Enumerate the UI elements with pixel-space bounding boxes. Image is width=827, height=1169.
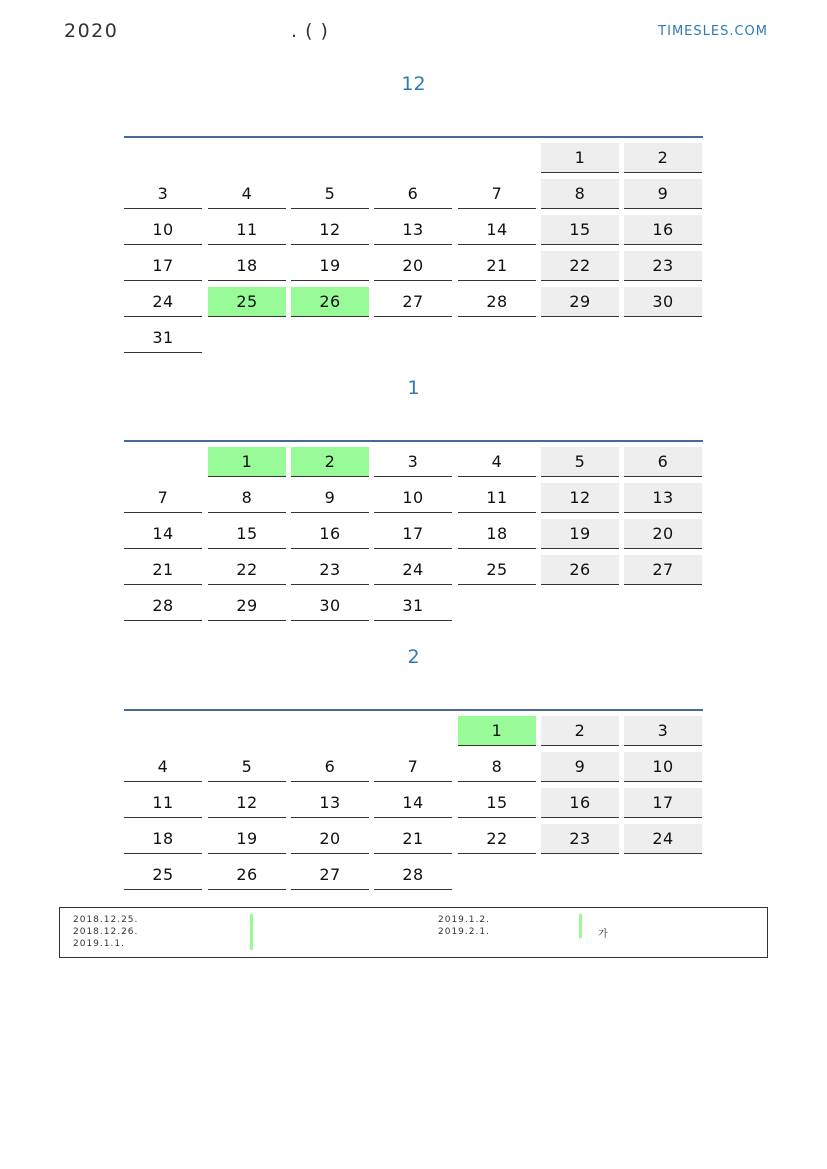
day-cell[interactable]: 5 xyxy=(208,752,286,782)
day-cell[interactable]: 8 xyxy=(208,483,286,513)
day-cell[interactable]: 10 xyxy=(624,752,702,782)
day-cell[interactable]: 2 xyxy=(624,143,702,173)
day-cell[interactable]: 11 xyxy=(208,215,286,245)
day-cell[interactable]: 22 xyxy=(541,251,619,281)
day-cell[interactable]: 17 xyxy=(124,251,202,281)
day-cell[interactable]: 23 xyxy=(291,555,369,585)
day-cell[interactable]: 23 xyxy=(541,824,619,854)
day-cell[interactable]: 4 xyxy=(208,179,286,209)
legend-holiday-marker xyxy=(579,926,582,938)
day-cell[interactable]: 11 xyxy=(124,788,202,818)
day-cell[interactable]: 31 xyxy=(374,591,452,621)
legend-date: 2019.1.1. xyxy=(73,939,125,949)
day-cell[interactable]: 9 xyxy=(291,483,369,513)
day-cell[interactable]: 18 xyxy=(208,251,286,281)
day-cell[interactable]: 7 xyxy=(458,179,536,209)
day-cell[interactable]: 28 xyxy=(124,591,202,621)
day-cell[interactable]: 22 xyxy=(458,824,536,854)
day-cell[interactable]: 31 xyxy=(124,323,202,353)
day-cell[interactable]: 19 xyxy=(291,251,369,281)
day-cell[interactable]: 9 xyxy=(541,752,619,782)
day-cell[interactable]: 25 xyxy=(208,287,286,317)
day-cell[interactable]: 16 xyxy=(541,788,619,818)
day-cell[interactable]: 1 xyxy=(208,447,286,477)
day-cell[interactable]: 24 xyxy=(624,824,702,854)
day-cell[interactable]: 3 xyxy=(624,716,702,746)
day-cell[interactable]: 24 xyxy=(124,287,202,317)
day-cell[interactable]: 25 xyxy=(458,555,536,585)
day-cell[interactable]: 26 xyxy=(541,555,619,585)
day-cell[interactable]: 25 xyxy=(124,860,202,890)
month-divider xyxy=(124,709,703,711)
day-cell[interactable]: 5 xyxy=(541,447,619,477)
day-cell[interactable]: 21 xyxy=(458,251,536,281)
legend-holiday-marker xyxy=(250,914,253,926)
day-cell[interactable]: 15 xyxy=(541,215,619,245)
legend-date: 2019.1.2. xyxy=(438,915,490,925)
day-cell[interactable]: 20 xyxy=(291,824,369,854)
page-title: 2020 xyxy=(64,20,119,42)
day-cell[interactable]: 6 xyxy=(624,447,702,477)
day-cell[interactable]: 3 xyxy=(374,447,452,477)
month-january xyxy=(124,376,703,615)
legend-holiday-marker xyxy=(250,926,253,938)
day-cell[interactable]: 15 xyxy=(208,519,286,549)
day-cell[interactable]: 20 xyxy=(624,519,702,549)
day-cell[interactable]: 26 xyxy=(208,860,286,890)
day-cell[interactable]: 26 xyxy=(291,287,369,317)
month-december xyxy=(124,72,703,347)
day-cell[interactable]: 1 xyxy=(458,716,536,746)
legend-holiday-marker xyxy=(579,914,582,926)
day-cell[interactable]: 4 xyxy=(458,447,536,477)
day-cell[interactable]: 3 xyxy=(124,179,202,209)
day-cell[interactable]: 23 xyxy=(624,251,702,281)
holiday-legend xyxy=(59,907,768,958)
page-subtitle: . ( ) xyxy=(291,20,329,42)
day-cell[interactable]: 12 xyxy=(291,215,369,245)
day-cell[interactable]: 27 xyxy=(291,860,369,890)
day-cell[interactable]: 17 xyxy=(374,519,452,549)
day-cell[interactable]: 5 xyxy=(291,179,369,209)
legend-holiday-marker xyxy=(250,938,253,950)
day-cell[interactable]: 24 xyxy=(374,555,452,585)
day-cell[interactable]: 14 xyxy=(458,215,536,245)
day-cell[interactable]: 13 xyxy=(624,483,702,513)
day-cell[interactable]: 21 xyxy=(374,824,452,854)
day-cell[interactable]: 7 xyxy=(374,752,452,782)
day-cell[interactable]: 16 xyxy=(291,519,369,549)
month-divider xyxy=(124,136,703,138)
day-cell[interactable]: 15 xyxy=(458,788,536,818)
day-cell[interactable]: 10 xyxy=(374,483,452,513)
day-cell[interactable]: 8 xyxy=(458,752,536,782)
day-cell[interactable]: 7 xyxy=(124,483,202,513)
month-title: 1 xyxy=(407,377,420,399)
day-cell[interactable]: 8 xyxy=(541,179,619,209)
day-cell[interactable]: 28 xyxy=(458,287,536,317)
site-link[interactable]: TIMESLES.COM xyxy=(658,24,768,39)
legend-date: 2019.2.1. xyxy=(438,927,490,937)
day-cell[interactable]: 9 xyxy=(624,179,702,209)
day-cell[interactable]: 2 xyxy=(541,716,619,746)
day-cell[interactable]: 12 xyxy=(541,483,619,513)
day-cell[interactable]: 13 xyxy=(374,215,452,245)
day-cell[interactable]: 4 xyxy=(124,752,202,782)
day-cell[interactable]: 1 xyxy=(541,143,619,173)
day-cell[interactable]: 6 xyxy=(291,752,369,782)
day-cell[interactable]: 30 xyxy=(291,591,369,621)
day-cell[interactable]: 19 xyxy=(541,519,619,549)
day-cell[interactable]: 29 xyxy=(541,287,619,317)
legend-note: 가 xyxy=(598,929,609,940)
month-february xyxy=(124,645,703,884)
day-cell[interactable]: 30 xyxy=(624,287,702,317)
day-cell[interactable]: 18 xyxy=(458,519,536,549)
legend-date: 2018.12.25. xyxy=(73,915,139,925)
month-title: 2 xyxy=(407,646,420,668)
day-cell[interactable]: 11 xyxy=(458,483,536,513)
month-divider xyxy=(124,440,703,442)
page-header xyxy=(64,20,768,46)
legend-date: 2018.12.26. xyxy=(73,927,139,937)
day-cell[interactable]: 10 xyxy=(124,215,202,245)
day-cell[interactable]: 17 xyxy=(624,788,702,818)
day-cell[interactable]: 19 xyxy=(208,824,286,854)
day-cell[interactable]: 16 xyxy=(624,215,702,245)
day-cell[interactable]: 28 xyxy=(374,860,452,890)
day-cell[interactable]: 12 xyxy=(208,788,286,818)
day-cell[interactable]: 27 xyxy=(624,555,702,585)
day-cell[interactable]: 13 xyxy=(291,788,369,818)
day-cell[interactable]: 20 xyxy=(374,251,452,281)
day-cell[interactable]: 2 xyxy=(291,447,369,477)
day-cell[interactable]: 14 xyxy=(124,519,202,549)
day-cell[interactable]: 18 xyxy=(124,824,202,854)
month-title: 12 xyxy=(401,73,426,95)
day-cell[interactable]: 27 xyxy=(374,287,452,317)
day-cell[interactable]: 14 xyxy=(374,788,452,818)
day-cell[interactable]: 29 xyxy=(208,591,286,621)
day-cell[interactable]: 6 xyxy=(374,179,452,209)
day-cell[interactable]: 22 xyxy=(208,555,286,585)
day-cell[interactable]: 21 xyxy=(124,555,202,585)
